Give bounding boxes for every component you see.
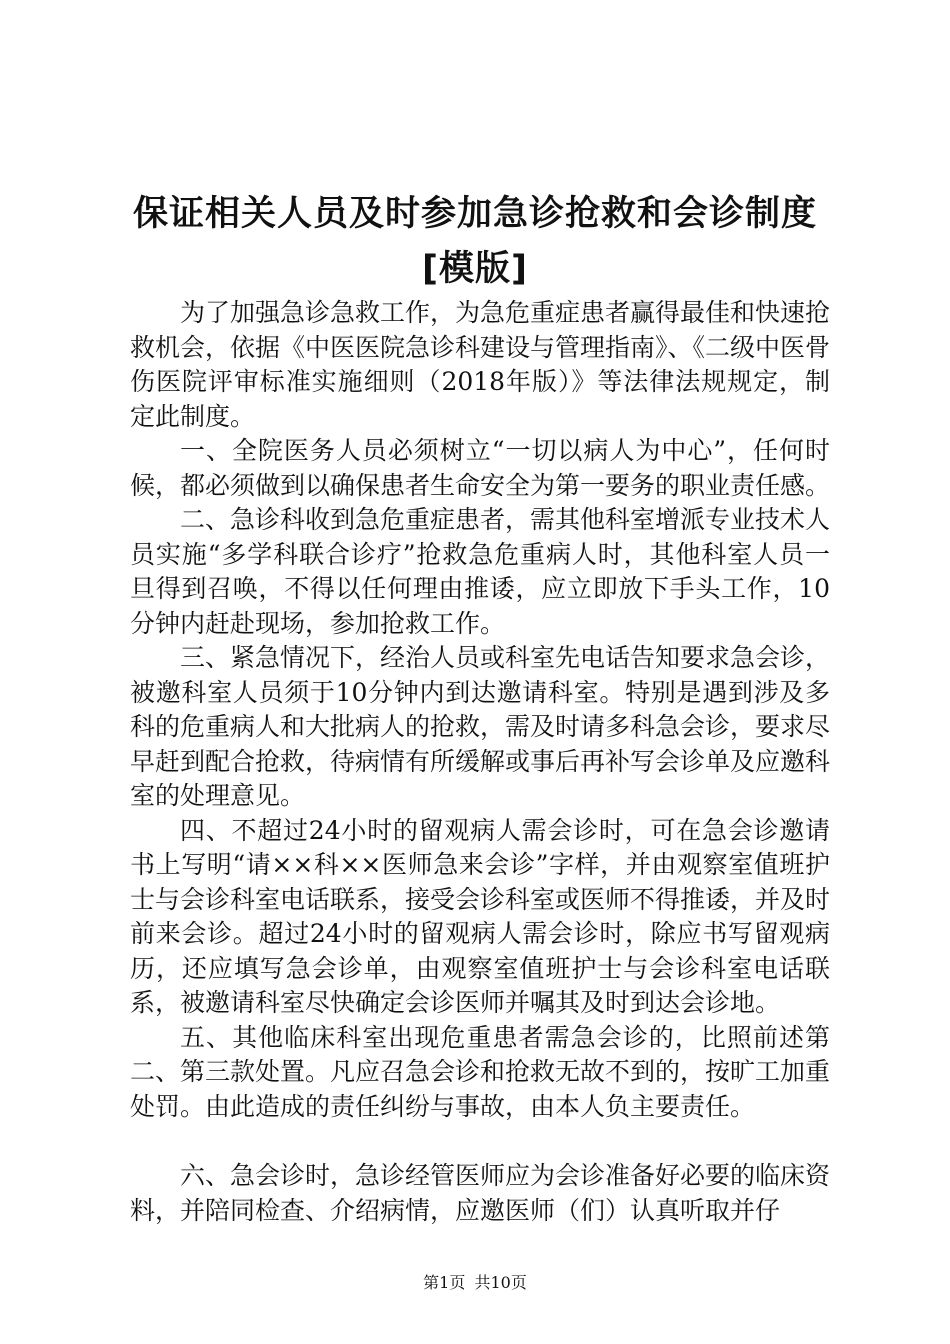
- document-title-suffix: [模版]: [422, 249, 528, 289]
- paragraph-item-5: 五、其他临床科室出现危重患者需急会诊的，比照前述第二、第三款处置。凡应召急会诊和抢救无故不到的，按旷工加重处罚。由此造成的责任纠纷与事故，由本人负主要责任。: [130, 1022, 831, 1121]
- paragraph-item-1: 一、全院医务人员必须树立“一切以病人为中心”，任何时候，都必须做到以确保患者生命安全为第一要务的职业责任感。: [130, 436, 831, 500]
- page-footer: [0, 1270, 950, 1293]
- paragraph-intro: 为了加强急诊急救工作，为急危重症患者赢得最佳和快速抢救机会，依据《中医医院急诊科建设与管理指南》、《二级中医骨伤医院评审标准实施细则（2018年版）》等法律法规规定，制定此制度。: [130, 298, 831, 431]
- paragraph-item-4: 四、不超过24小时的留观病人需会诊时，可在急会诊邀请书上写明“请××科××医师急来会诊”字样，并由观察室值班护士与会诊科室电话联系，接受会诊科室或医师不得推诿，并及时前来会诊。超过24小时的留观病人需会诊时，除应书写留观病历，还应填写急会诊单，由观察室值班护士与会诊科室电话联系，被邀请科室尽快确定会诊医师并嘱其及时到达会诊地。: [130, 815, 831, 1017]
- paragraph-item-6: 六、急会诊时，急诊经管医师应为会诊准备好必要的临床资料，并陪同检查、介绍病情，应邀医师（们）认真听取并仔: [130, 1161, 831, 1225]
- page-number: 第1页: [423, 1273, 466, 1292]
- page-total: 共10页: [474, 1273, 527, 1292]
- paragraph-item-3: 三、紧急情况下，经治人员或科室先电话告知要求急会诊，被邀科室人员须于10分钟内到达邀请科室。特别是遇到涉及多科的危重病人和大批病人的抢救，需及时请多科急会诊，要求尽早赶到配合抢救，待病情有所缓解或事后再补写会诊单及应邀科室的处理意见。: [130, 643, 831, 810]
- paragraph-item-2: 二、急诊科收到急危重症患者，需其他科室增派专业技术人员实施“多学科联合诊疗”抢救急危重病人时，其他科室人员一旦得到召唤，不得以任何理由推诿，应立即放下手头工作，10分钟内赶赴现场，参加抢救工作。: [130, 505, 831, 638]
- document-body: [130, 296, 830, 1228]
- document-title: 保证相关人员及时参加急诊抢救和会诊制度: [132, 194, 817, 234]
